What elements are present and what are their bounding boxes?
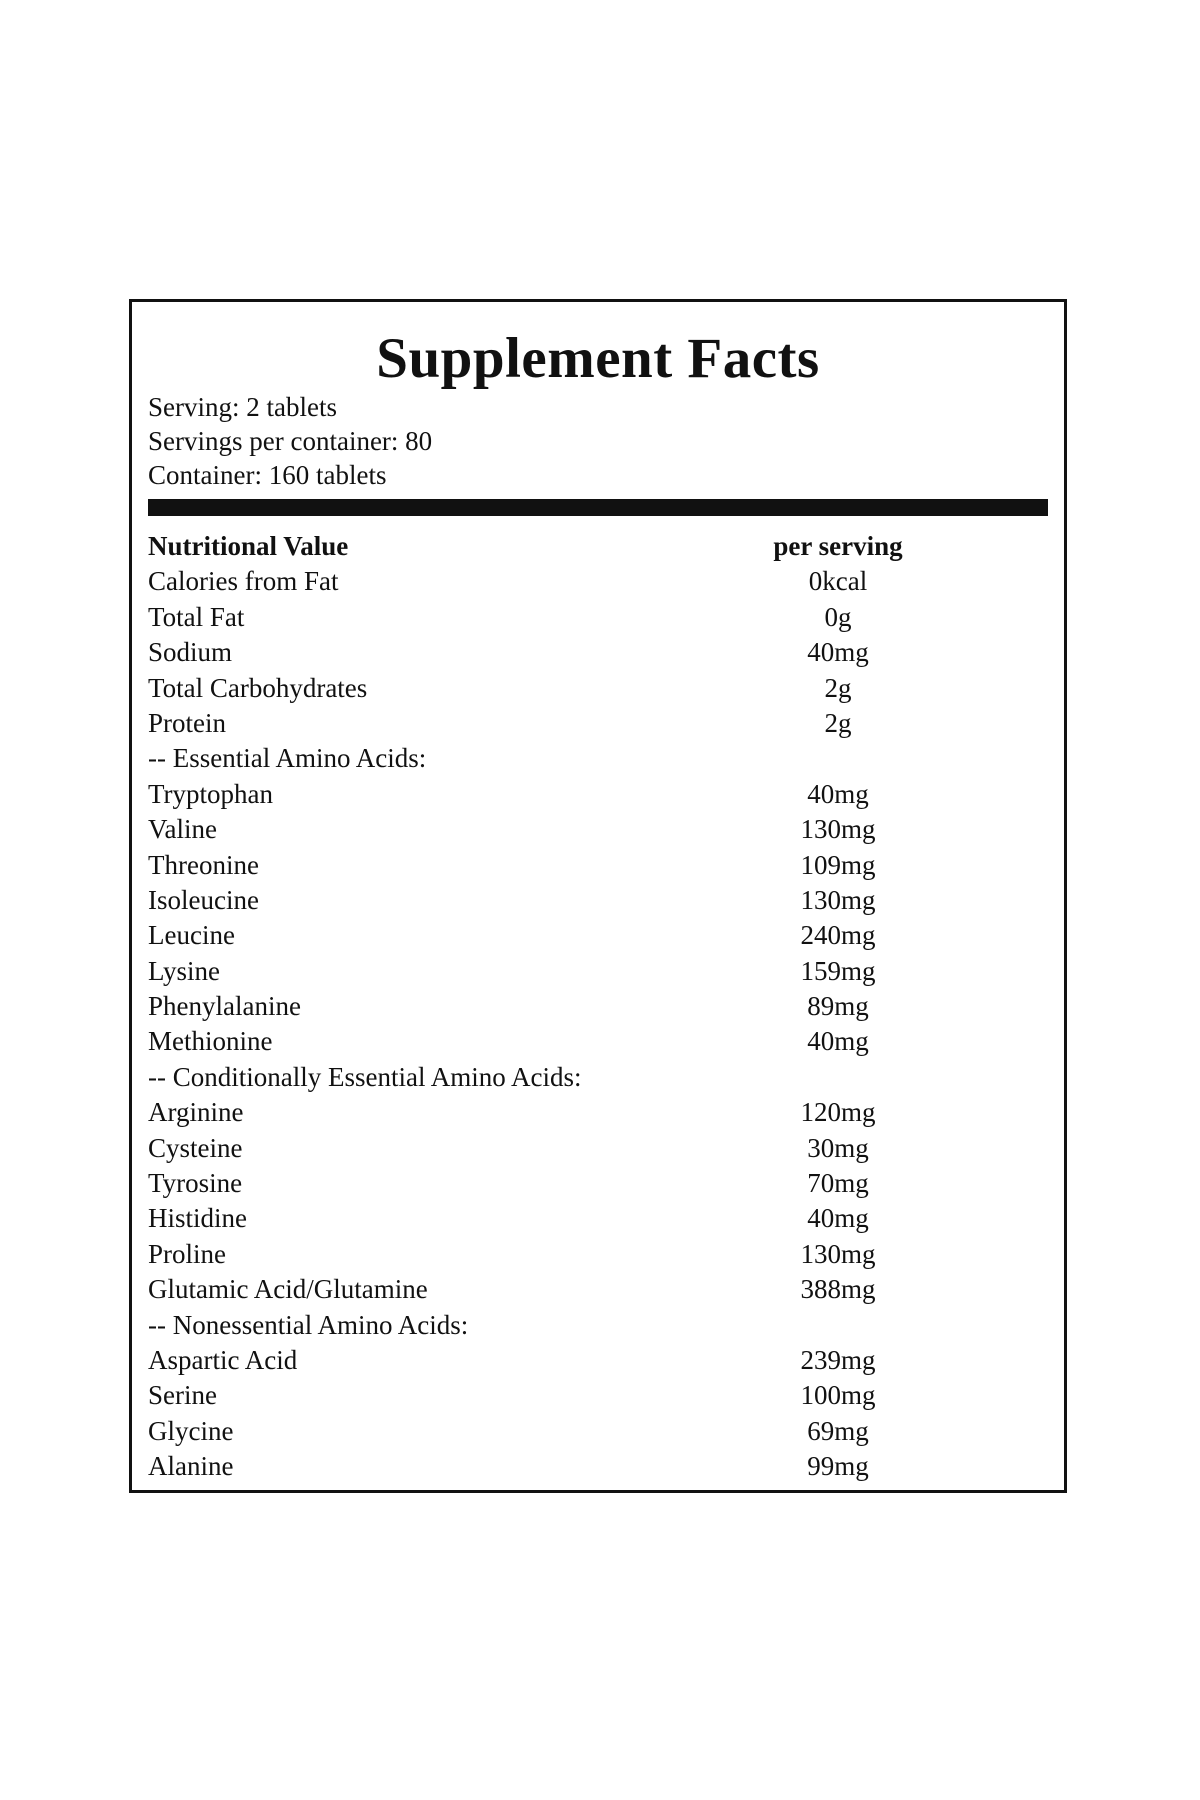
nutrient-amount: 239mg xyxy=(800,1344,876,1375)
header-nutritional-value: Nutritional Value xyxy=(148,531,349,561)
nutrient-amount: 40mg xyxy=(807,1026,869,1057)
nutrient-amount: 100mg xyxy=(800,1380,876,1411)
nutrient-name: Aspartic Acid xyxy=(148,1344,298,1375)
table-row xyxy=(148,671,1048,706)
nutrient-name: Arginine xyxy=(148,1097,244,1128)
thick-divider xyxy=(148,499,1048,516)
nutrient-amount: 120mg xyxy=(800,1097,876,1128)
nutrient-name: Histidine xyxy=(148,1203,247,1234)
table-header xyxy=(148,529,1048,564)
section-heading: -- Nonessential Amino Acids: xyxy=(148,1309,469,1340)
nutrient-name: Leucine xyxy=(148,920,235,951)
supplement-facts-panel xyxy=(129,299,1067,1493)
container-size: Container: 160 tablets xyxy=(148,460,387,490)
nutrient-name: Proline xyxy=(148,1238,226,1269)
table-row xyxy=(148,564,1048,599)
nutrient-amount: 0g xyxy=(824,601,852,632)
serving-info xyxy=(148,390,432,492)
nutrient-name: Alanine xyxy=(148,1451,234,1482)
nutrient-name: Total Carbohydrates xyxy=(148,672,368,703)
nutrient-amount: 30mg xyxy=(807,1132,869,1163)
table-row xyxy=(148,1414,1048,1449)
nutrient-amount: 89mg xyxy=(807,991,869,1022)
nutrient-amount: 130mg xyxy=(800,814,876,845)
panel-title: Supplement Facts xyxy=(376,327,820,390)
nutrient-name: Total Fat xyxy=(148,601,245,632)
table-row xyxy=(148,954,1048,989)
table-row xyxy=(148,706,1048,741)
nutrient-name: Methionine xyxy=(148,1026,273,1057)
nutrient-amount: 40mg xyxy=(807,1203,869,1234)
section-heading: -- Essential Amino Acids: xyxy=(148,743,427,774)
table-row xyxy=(148,635,1048,670)
nutrient-name: Valine xyxy=(148,814,217,845)
section-heading-row xyxy=(148,1060,1048,1095)
table-row xyxy=(148,1201,1048,1236)
facts-table xyxy=(148,529,1048,1485)
nutrient-name: Threonine xyxy=(148,849,259,880)
nutrient-name: Tryptophan xyxy=(148,778,274,809)
table-row xyxy=(148,777,1048,812)
table-row xyxy=(148,1449,1048,1484)
nutrient-amount: 40mg xyxy=(807,637,869,668)
nutrient-amount: 70mg xyxy=(807,1168,869,1199)
table-row xyxy=(148,1272,1048,1307)
table-row xyxy=(148,1237,1048,1272)
nutrient-name: Calories from Fat xyxy=(148,566,339,597)
table-row xyxy=(148,1095,1048,1130)
nutrient-name: Sodium xyxy=(148,637,233,668)
table-row xyxy=(148,1378,1048,1413)
table-row xyxy=(148,918,1048,953)
nutrient-amount: 2g xyxy=(824,672,852,703)
table-row xyxy=(148,1343,1048,1378)
nutrient-amount: 99mg xyxy=(807,1451,869,1482)
nutrient-name: Tyrosine xyxy=(148,1168,243,1199)
table-row xyxy=(148,812,1048,847)
nutrient-name: Serine xyxy=(148,1380,217,1411)
nutrient-name: Lysine xyxy=(148,955,220,986)
table-row xyxy=(148,600,1048,635)
table-row xyxy=(148,883,1048,918)
nutrient-amount: 40mg xyxy=(807,778,869,809)
serving-size: Serving: 2 tablets xyxy=(148,392,337,422)
nutrient-name: Glutamic Acid/Glutamine xyxy=(148,1274,428,1305)
nutrient-name: Phenylalanine xyxy=(148,991,301,1022)
table-rows xyxy=(148,564,1048,1484)
table-row xyxy=(148,1024,1048,1059)
nutrient-amount: 159mg xyxy=(800,955,876,986)
nutrient-amount: 130mg xyxy=(800,884,876,915)
section-heading: -- Conditionally Essential Amino Acids: xyxy=(148,1061,582,1092)
nutrient-name: Protein xyxy=(148,707,226,738)
nutrient-amount: 69mg xyxy=(807,1415,869,1446)
nutrient-amount: 2g xyxy=(824,707,852,738)
section-heading-row xyxy=(148,1308,1048,1343)
nutrient-name: Cysteine xyxy=(148,1132,243,1163)
nutrient-amount: 388mg xyxy=(800,1274,876,1305)
servings-per-container: Servings per container: 80 xyxy=(148,426,433,456)
table-row xyxy=(148,1166,1048,1201)
nutrient-name: Glycine xyxy=(148,1415,234,1446)
table-row xyxy=(148,1131,1048,1166)
nutrient-amount: 0kcal xyxy=(808,566,868,597)
nutrient-amount: 109mg xyxy=(800,849,876,880)
section-heading-row xyxy=(148,741,1048,776)
header-per-serving: per serving xyxy=(773,531,903,561)
nutrient-amount: 130mg xyxy=(800,1238,876,1269)
table-row xyxy=(148,848,1048,883)
nutrient-amount: 240mg xyxy=(800,920,876,951)
table-row xyxy=(148,989,1048,1024)
nutrient-name: Isoleucine xyxy=(148,884,259,915)
